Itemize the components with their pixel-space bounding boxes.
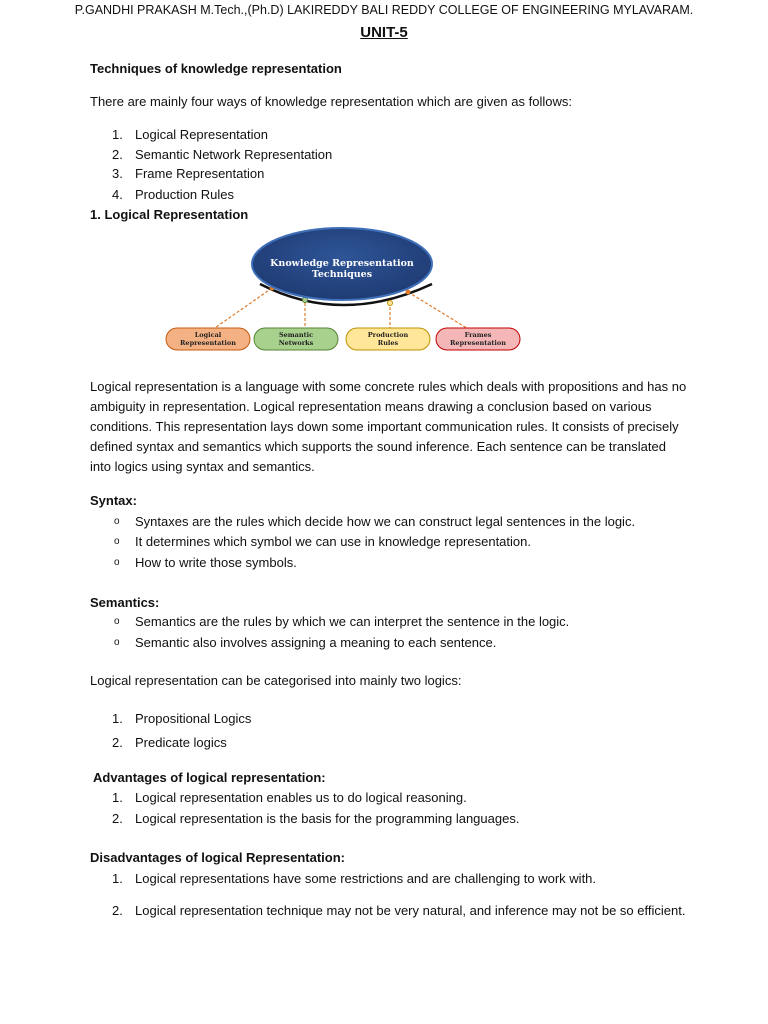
logical-paragraph: Logical representation is a language with some concrete rules which deals with propositions and has no ambiguity in representation. Logical representation means drawing a conclusion based on various conditions. This representation lays down some important communication rules. It consists of precisely defined syntax and semantics which supports the sound inference. Each sentence can be translated into logics using syntax and semantics. — [90, 379, 687, 474]
list-item: Production Rules — [135, 187, 234, 202]
technique-node — [346, 328, 430, 350]
technique-node — [436, 328, 520, 350]
list-item: Frame Representation — [135, 166, 265, 181]
technique-node-label: Semantic — [278, 331, 314, 339]
list-item: Logical Representation — [135, 127, 268, 142]
intro-text: There are mainly four ways of knowledge representation which are given as follows: — [90, 94, 572, 109]
semantics-heading: Semantics: — [90, 595, 160, 610]
connector-line — [212, 288, 272, 330]
list-number: 2. — [112, 735, 123, 750]
list-item: Logical representation enables us to do logical reasoning. — [135, 790, 467, 805]
unit-title: UNIT-5 — [360, 24, 408, 41]
techniques-diagram — [160, 222, 524, 354]
list-item: How to write those symbols. — [135, 555, 297, 570]
technique-node-label: Frames — [464, 331, 492, 339]
disadvantages-heading: Disadvantages of logical Representation: — [90, 850, 346, 865]
bullet-marker: o — [114, 557, 120, 568]
list-item: Semantics are the rules by which we can interpret the sentence in the logic. — [135, 614, 570, 629]
center-label-line1: Knowledge Representation — [270, 258, 414, 269]
technique-node — [254, 328, 338, 350]
list-item: Logical representation is the basis for the programming languages. — [135, 811, 520, 826]
list-item: Predicate logics — [135, 735, 227, 750]
syntax-heading: Syntax: — [90, 493, 137, 508]
bullet-marker: o — [114, 616, 120, 627]
technique-node — [166, 328, 250, 350]
list-item: Semantic also involves assigning a meaning to each sentence. — [135, 635, 497, 650]
list-item: Propositional Logics — [135, 711, 252, 726]
center-label-line2: Techniques — [311, 269, 373, 280]
list-number: 1. — [112, 127, 123, 142]
list-number: 2. — [112, 903, 123, 918]
technique-node-label: Representation — [450, 339, 506, 347]
bullet-marker: o — [114, 536, 120, 547]
list-item: It determines which symbol we can use in knowledge representation. — [135, 534, 531, 549]
technique-node-label: Representation — [180, 339, 236, 347]
page-header: P.GANDHI PRAKASH M.Tech.,(Ph.D) LAKIREDDY BALI REDDY COLLEGE OF ENGINEERING MYLAVARAM. — [74, 3, 694, 17]
technique-node-label: Logical — [194, 331, 222, 339]
categorised-text: Logical representation can be categorised into mainly two logics: — [90, 673, 462, 688]
section-title: Techniques of knowledge representation — [90, 61, 342, 76]
list-number: 2. — [112, 811, 123, 826]
technique-node-label: Networks — [278, 339, 314, 347]
technique-node-label: Rules — [377, 339, 399, 347]
list-number: 2. — [112, 147, 123, 162]
list-number: 4. — [112, 187, 123, 202]
bullet-marker: o — [114, 516, 120, 527]
connector-dot — [388, 301, 393, 306]
list-item: Syntaxes are the rules which decide how we can construct legal sentences in the logic. — [135, 514, 636, 529]
list-number: 1. — [112, 790, 123, 805]
list-number: 3. — [112, 166, 123, 181]
list-item: Logical representations have some restrictions and are challenging to work with. — [135, 871, 597, 886]
technique-node-label: Production — [367, 331, 409, 339]
advantages-heading: Advantages of logical representation: — [93, 770, 326, 785]
list-item: Logical representation technique may not be very natural, and inference may not be so efficient. — [135, 903, 686, 918]
list-item: Semantic Network Representation — [135, 147, 333, 162]
bullet-marker: o — [114, 637, 120, 648]
list-number: 1. — [112, 871, 123, 886]
logical-heading: 1. Logical Representation — [90, 207, 249, 222]
connector-line — [408, 292, 470, 330]
list-number: 1. — [112, 711, 123, 726]
